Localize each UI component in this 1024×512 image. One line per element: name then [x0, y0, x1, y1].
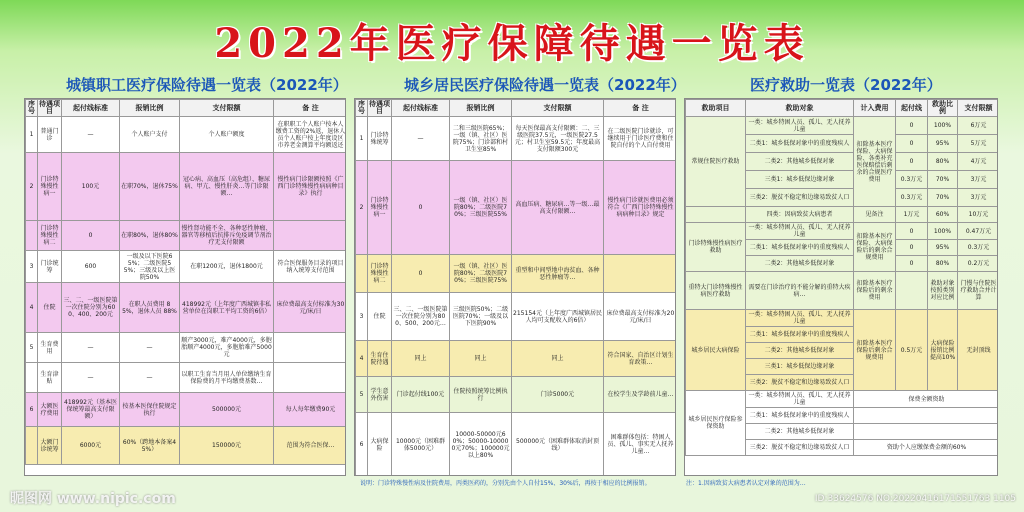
table-cell: 一类：城乡特困人员、孤儿、无人抚养儿童	[746, 117, 854, 135]
table-cell: 二类1：城乡低保对象中的重度残疾人	[746, 240, 854, 256]
table-header-row	[356, 100, 677, 117]
table-cell: 住院按照统筹比例执行	[450, 377, 512, 413]
table-header-row	[686, 100, 999, 117]
table-cell: 在校学生及学龄前儿童…	[604, 377, 677, 413]
table-cell: 门诊特殊慢性病二	[38, 221, 62, 251]
table-cell: 2	[356, 161, 368, 255]
table-cell: 10000-50000元60%；50000-100000元70%；100000元以上80%	[450, 413, 512, 477]
table-cell: 四类：因病致贫大病患者	[746, 207, 854, 223]
table-cell: 215154元（上年度广西城镇居民人均可支配收入的6倍）	[512, 293, 604, 341]
table-cell: 困难群体包括：特困人员、孤儿、事实无人抚养儿童…	[604, 413, 677, 477]
table-cell: 4万元	[958, 153, 999, 171]
table-cell: 0	[896, 223, 928, 240]
table-row	[356, 341, 677, 377]
table-cell: 生育津贴	[38, 363, 62, 393]
table-cell: 按基本医保住院规定执行	[120, 393, 180, 427]
table-cell: 100%	[928, 223, 958, 240]
table-row	[26, 221, 347, 251]
table-cell: 重特大门诊特殊慢性病医疗救助	[686, 272, 746, 310]
rural-resident-note: 说明：门诊特殊慢性病及住院费用，丙类医药的，分别先由个人自付15%、30%后，再按于相应的比例报销。	[360, 480, 651, 487]
table-cell: 0.3万元	[896, 189, 928, 207]
table-cell: —	[62, 333, 120, 363]
table-cell: 三类2：脱贫不稳定和边缘易致贫人口	[746, 375, 854, 391]
table-cell: 顺产3000元，难产4000元，多胞胎顺产4000元，多胞胎难产5000元	[180, 333, 274, 363]
table-cell: 4	[26, 283, 38, 333]
table-cell: 1	[356, 117, 368, 161]
table-row	[356, 117, 677, 161]
table-cell: 二类2：其他城乡低保对象	[746, 343, 854, 359]
table-cell: 在职人员费用 85%，退休人员 88%	[120, 283, 180, 333]
table-cell: 1万元	[896, 207, 928, 223]
table-cell: 每天医保最高支付限额：二、三级医院37.5元，一级医院27.5元；村卫生室59.5元；年度最高支付限额300元	[512, 117, 604, 161]
table-cell: 60%	[928, 207, 958, 223]
header-cell: 救助比例	[928, 100, 958, 117]
table-cell: 无封顶线	[958, 310, 999, 391]
table-cell: 3	[26, 251, 38, 283]
table-cell: 0.3万元	[896, 171, 928, 189]
table-cell: 在职1200元，退休1800元	[180, 251, 274, 283]
header-cell: 支付限额	[180, 100, 274, 117]
urban-employee-table-panel	[24, 98, 346, 476]
table-cell: 救助对象按照类别对应比例	[928, 272, 958, 310]
table-cell	[896, 272, 928, 310]
table-cell: 418992元（基本医保统筹最高支付限额）	[62, 393, 120, 427]
table-row	[356, 413, 677, 477]
table-cell: 保费全额资助	[854, 391, 999, 408]
table-cell: 100%	[928, 117, 958, 135]
table-cell: 一类：城乡特困人员、孤儿、无人抚养儿童	[746, 223, 854, 240]
table-cell: 同上	[450, 341, 512, 377]
table-cell: 6	[356, 413, 368, 477]
table-cell: 80%	[928, 256, 958, 272]
table-cell: 扣除基本医疗保险、大病保险、各类补充医保赔偿后剩余的合规医疗费用	[854, 117, 896, 207]
table-header-row	[26, 100, 347, 117]
table-cell	[26, 221, 38, 251]
table-cell: 在职职工个人账户按本人缴费工资的2%返，退休人员个人账户按上年度设区市养老金测算平均额返还	[274, 117, 347, 153]
table-cell: 床位费最高支付标准为30元/床/日	[274, 283, 347, 333]
table-cell: 床位费最高支付标准为20元/床/日	[604, 293, 677, 341]
table-cell: 住院	[38, 283, 62, 333]
table-row	[26, 363, 347, 393]
table-cell: 三类2：脱贫不稳定和边缘易致贫人口	[746, 189, 854, 207]
table-cell	[26, 427, 38, 465]
table-cell: 扣除基本医疗保险后剩余合规费用	[854, 310, 896, 391]
table-cell: 80%	[928, 153, 958, 171]
table-row	[356, 161, 677, 255]
table-cell: 大额门诊统筹	[38, 427, 62, 465]
table-row	[26, 283, 347, 333]
table-cell: —	[392, 117, 450, 161]
table-cell: —	[62, 363, 120, 393]
table-cell: 0.5万元	[896, 310, 928, 391]
table-cell: 二类1：城乡低保对象中的重度残疾人	[746, 135, 854, 153]
header-cell: 序号	[26, 100, 38, 117]
table-cell: 生育费用	[38, 333, 62, 363]
table-cell: 95%	[928, 240, 958, 256]
table-cell	[274, 363, 347, 393]
table-cell: 扣除基本医疗保险、大病保险后的剩余合规费用	[854, 223, 896, 272]
page-title: 2022年医疗保障待遇一览表	[214, 20, 810, 67]
medical-aid-table-panel	[684, 98, 998, 476]
rural-resident-table	[355, 99, 676, 476]
table-cell: 三、二、一级医院第一次住院分别为600、400、200元	[62, 283, 120, 333]
table-cell: 在职80%，退休80%	[120, 221, 180, 251]
watermark-left: 昵图网 www.nipic.com	[10, 491, 176, 507]
table-cell	[686, 207, 746, 223]
table-cell: —	[62, 117, 120, 153]
table-cell: 10000元（困难群体5000元）	[392, 413, 450, 477]
table-cell: 418992元（上年度广西城镇非私营单位在岗职工平均工资的6倍）	[180, 283, 274, 333]
header-cell: 待遇项目	[39, 100, 60, 115]
header-cell: 起付线标准	[62, 100, 120, 117]
table-cell: 门诊统筹	[38, 251, 62, 283]
table-cell: 二类1：城乡低保对象中的重度残疾人	[746, 408, 854, 424]
table-cell: 每人每年缴费90元	[274, 393, 347, 427]
table-row	[26, 393, 347, 427]
table-cell: 6万元	[958, 117, 999, 135]
table-cell: 0	[62, 221, 120, 251]
table-cell	[274, 333, 347, 363]
table-cell: 普通门诊	[38, 117, 62, 153]
table-cell	[854, 408, 999, 424]
table-cell: 慢性病门诊就医费用必须符合《广西门诊特殊慢性病病种目录》规定	[604, 161, 677, 255]
table-cell: 门诊起付线100元	[392, 377, 450, 413]
table-cell: 门诊特殊慢性病二	[368, 255, 392, 293]
table-cell: 三类1：城乡低保边缘对象	[746, 171, 854, 189]
table-cell: 500000元（困难群体取消封顶线）	[512, 413, 604, 477]
table-cell: 二类2：其他城乡低保对象	[746, 424, 854, 440]
header-cell: 待遇项目	[369, 100, 390, 115]
table-cell: 见备注	[854, 207, 896, 223]
header-cell: 备 注	[604, 100, 677, 117]
table-cell: 一级（镇、社区）医院80%；二级医院70%；三级医院55%	[450, 161, 512, 255]
table-cell: 0	[896, 117, 928, 135]
table-cell: 0.3万元	[958, 240, 999, 256]
table-row	[686, 223, 999, 240]
table-cell	[854, 424, 999, 440]
table-row	[356, 293, 677, 341]
table-cell: 三、二、一级医院第一次住院分别为800、500、200元…	[392, 293, 450, 341]
table-cell: 学生意外伤害	[368, 377, 392, 413]
header-cell: 救助对象	[746, 100, 854, 117]
table-row	[356, 377, 677, 413]
table-cell	[274, 221, 347, 251]
table-cell: 符合医保服务目录的项目纳入统筹支付范围	[274, 251, 347, 283]
table-cell	[356, 255, 368, 293]
table-row	[26, 333, 347, 363]
table-cell: 1	[26, 117, 38, 153]
section-title-medical-aid: 医疗救助一览表（2022年）	[750, 76, 942, 94]
table-cell: 95%	[928, 135, 958, 153]
table-cell: 5	[26, 333, 38, 363]
header-cell: 起付线标准	[392, 100, 450, 117]
table-cell: 冠心病、高血压（高危组）、糖尿病、甲亢、慢性肝炎…等门诊限额…	[180, 153, 274, 221]
table-cell: 门慢与住院医疗救助合并计算	[958, 272, 999, 310]
header-cell: 序号	[356, 100, 368, 117]
table-cell: 3万元	[958, 189, 999, 207]
table-cell: 0	[896, 240, 928, 256]
table-cell: 个人账户额度	[180, 117, 274, 153]
table-cell: 6	[26, 393, 38, 427]
table-cell: 一类：城乡特困人员、孤儿、无人抚养儿童	[746, 391, 854, 408]
table-cell: 门诊特殊慢性病一	[38, 153, 62, 221]
table-cell: 一级（镇、社区）医院80%；二级医院70%；三级医院75%	[450, 255, 512, 293]
medical-aid-note: 注：1.因病致贫大病患者认定对象的范围为…	[686, 480, 806, 487]
table-cell: 门诊特殊统筹	[368, 117, 392, 161]
header-cell: 支付限额	[512, 100, 604, 117]
table-cell: 三类2：脱贫不稳定和边缘易致贫人口	[746, 440, 854, 456]
table-cell: 生育住院待遇	[368, 341, 392, 377]
table-cell: 二和三级医院65%；一级（镇、社区）医院75%；门诊部和村卫生室85%	[450, 117, 512, 161]
table-cell: 城乡居民医疗保险参保资助	[686, 391, 746, 456]
table-cell: 高血压病、糖尿病…等一级…最高支付限额…	[512, 161, 604, 255]
table-cell: 常规住院医疗救助	[686, 117, 746, 207]
table-cell: 扣除基本医疗保险后的剩余费用	[854, 272, 896, 310]
table-cell: 门诊特殊慢性病医疗救助	[686, 223, 746, 272]
table-cell: 范围为符合医保…	[274, 427, 347, 465]
table-cell: 大病保险	[368, 413, 392, 477]
table-row	[26, 427, 347, 465]
table-cell: 60%（跨地本备案45%）	[120, 427, 180, 465]
table-cell: 城乡居民大病保险	[686, 310, 746, 391]
table-cell: 在职70%，退休75%	[120, 153, 180, 221]
table-cell: —	[120, 363, 180, 393]
table-cell: 二类1：城乡低保对象中的重度残疾人	[746, 327, 854, 343]
table-row	[686, 391, 999, 408]
urban-employee-table	[25, 99, 346, 465]
table-cell: 同上	[512, 341, 604, 377]
table-cell: 0	[896, 153, 928, 171]
table-cell: 慢性病门诊限额按照《广西门诊特殊慢性病病种目录》执行	[274, 153, 347, 221]
table-cell	[26, 363, 38, 393]
table-cell: 慢性肾功能不全、各种恶性肿瘤、器官等移植后抗排斥免疫调节剂治疗无支付限额	[180, 221, 274, 251]
medical-aid-table	[685, 99, 998, 456]
header-cell: 支付限额	[958, 100, 999, 117]
section-title-rural-resident: 城乡居民医疗保险待遇一览表（2022年）	[404, 76, 686, 94]
table-cell: 4	[356, 341, 368, 377]
table-cell: 3	[356, 293, 368, 341]
table-cell: 大额医疗费用	[38, 393, 62, 427]
table-cell: 100元	[62, 153, 120, 221]
table-cell: 3万元	[958, 171, 999, 189]
table-row	[356, 255, 677, 293]
table-cell: 三类1：城乡低保边缘对象	[746, 359, 854, 375]
table-row	[26, 251, 347, 283]
table-cell: 0	[896, 135, 928, 153]
header-cell: 报销比例	[450, 100, 512, 117]
watermark-right: ID:33624576 NO:20220416171551763 1105	[814, 494, 1016, 504]
table-cell: 二类2：其他城乡低保对象	[746, 256, 854, 272]
table-cell: 70%	[928, 189, 958, 207]
header-cell: 备 注	[274, 100, 347, 117]
table-cell: —	[120, 333, 180, 363]
table-cell: 资助个人应缴保费金额的60%	[854, 440, 999, 456]
table-cell: 符合国家、自治区计划生育政策…	[604, 341, 677, 377]
table-cell: 门诊特殊慢性病一	[368, 161, 392, 255]
table-row	[686, 310, 999, 327]
table-cell: 500000元	[180, 393, 274, 427]
rural-resident-table-panel	[354, 98, 676, 476]
table-cell: 0	[392, 255, 450, 293]
table-cell: 大病保险报销比例提高10%	[928, 310, 958, 391]
table-cell: 70%	[928, 171, 958, 189]
table-cell: 重型和中间型地中海贫血、各种恶性肿瘤等…	[512, 255, 604, 293]
table-cell: 三级医院50%；二级医院70%；一级及以下医院90%	[450, 293, 512, 341]
table-row	[686, 272, 999, 310]
header-cell: 起付线	[896, 100, 928, 117]
table-cell: 0	[896, 256, 928, 272]
table-row	[686, 207, 999, 223]
table-cell: 个人账户支付	[120, 117, 180, 153]
table-cell: 门诊5000元	[512, 377, 604, 413]
table-cell: 0.47万元	[958, 223, 999, 240]
header-cell: 计入费用	[854, 100, 896, 117]
table-cell: 以职工生育当月用人单位缴纳生育保险费的月平均缴费基数…	[180, 363, 274, 393]
section-title-urban-employee: 城镇职工医疗保险待遇一览表（2022年）	[66, 76, 348, 94]
table-cell: 5万元	[958, 135, 999, 153]
table-cell: 0	[392, 161, 450, 255]
table-cell: 住院	[368, 293, 392, 341]
table-cell: 一类：城乡特困人员、孤儿、无人抚养儿童	[746, 310, 854, 327]
table-row	[26, 153, 347, 221]
table-cell: 6000元	[62, 427, 120, 465]
table-cell: 一级及以下医院65%；二级医院55%；三级及以上医院50%	[120, 251, 180, 283]
table-cell: 150000元	[180, 427, 274, 465]
header-cell: 救助项目	[686, 100, 746, 117]
table-cell	[604, 255, 677, 293]
table-cell: 二类2：其他城乡低保对象	[746, 153, 854, 171]
table-cell: 600	[62, 251, 120, 283]
header-cell: 报销比例	[120, 100, 180, 117]
table-cell: 10万元	[958, 207, 999, 223]
table-row	[686, 117, 999, 135]
table-cell: 0.2万元	[958, 256, 999, 272]
table-row	[26, 117, 347, 153]
table-cell: 需要在门诊治疗的不能分解的重特大疾病…	[746, 272, 854, 310]
table-cell: 2	[26, 153, 38, 221]
table-cell: 在二级医院门诊就诊，可继续用于门诊医疗费和住院自付的个人自付费用	[604, 117, 677, 161]
table-cell: 同上	[392, 341, 450, 377]
table-cell: 5	[356, 377, 368, 413]
